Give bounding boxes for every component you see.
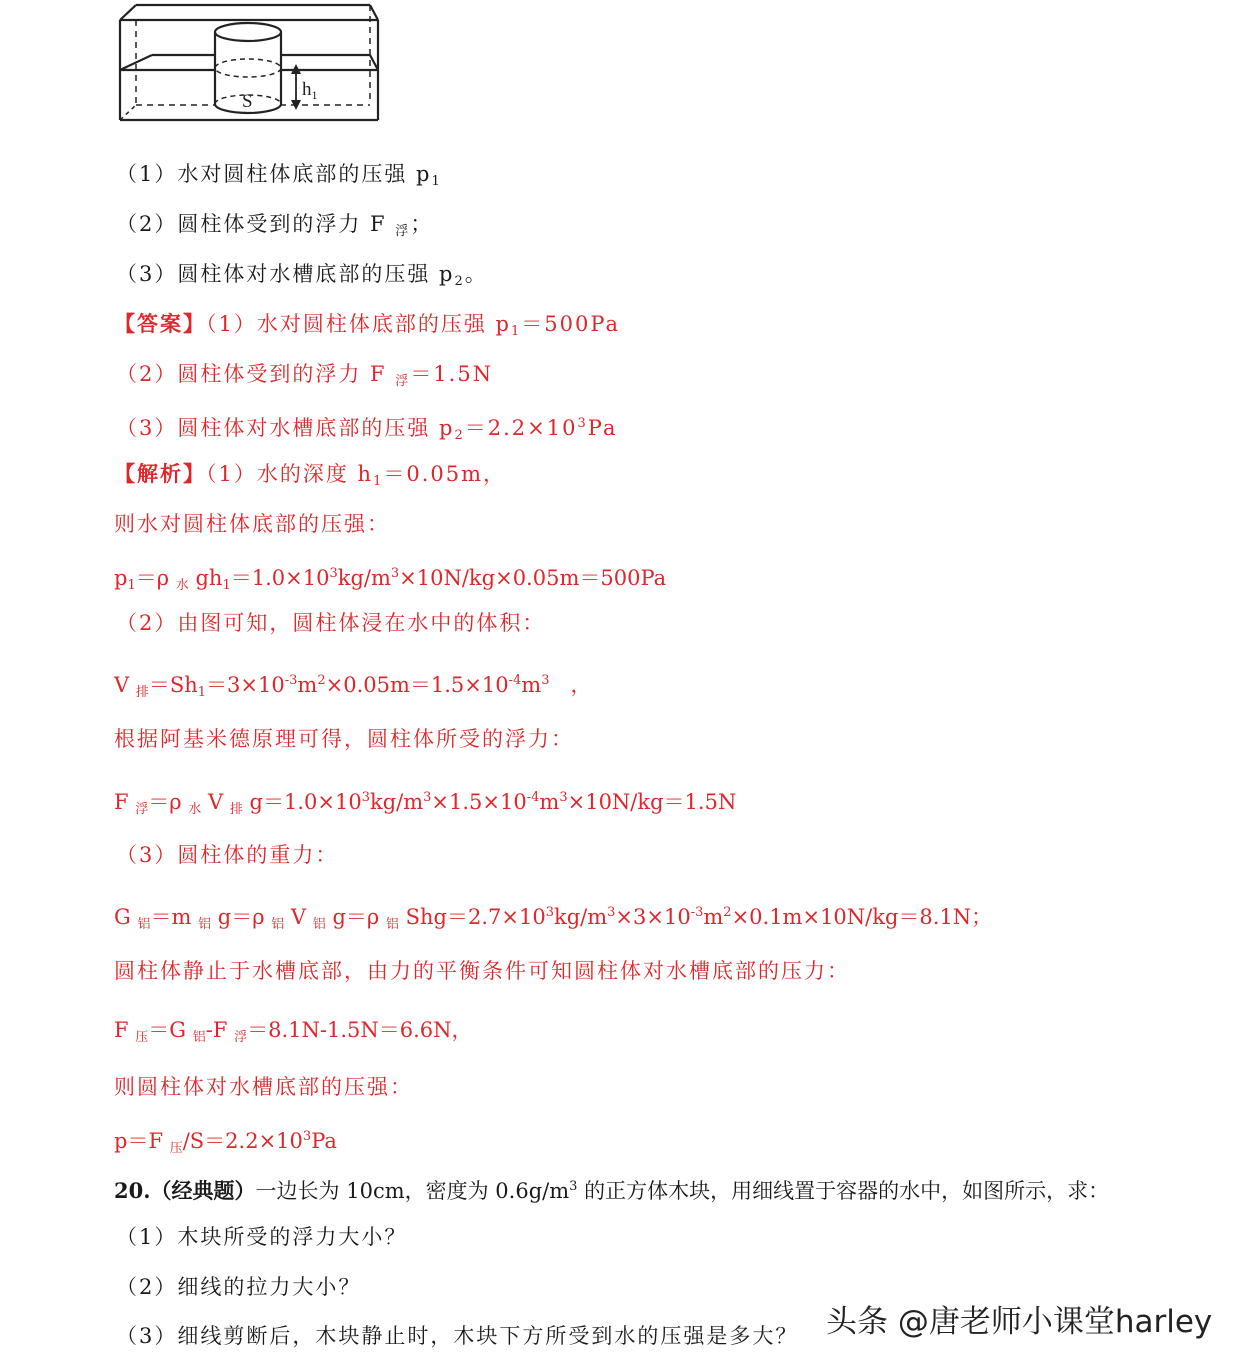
analysis-line-10: 圆柱体静止于水槽底部，由力的平衡条件可知圆柱体对水槽底部的压力： [114,959,850,983]
diagram-label-h1: $h_1$ [302,79,318,102]
analysis-line-5: V $_排=Sh_1=3\times 10^{-3}m^2\times 0.05m=1.5\times 10^{-4}m^3$ ， [114,673,592,700]
analysis-line-2: 则水对圆柱体底部的压强： [114,512,390,536]
question-20-item-3: （3）细线剪断后，木块静止时，木块下方所受到水的压强是多大？ [116,1324,799,1348]
prev-question-2: （2）圆柱体受到的浮力 F $_浮$； [116,212,434,239]
analysis-line-8: （3）圆柱体的重力： [116,843,339,867]
analysis-line-11: F $_压$＝G $_铝$-F $_浮$＝8.1N-1.5N＝6.6N， [114,1018,473,1045]
prev-question-1: （1）水对圆柱体底部的压强 $p_1$ [116,162,442,189]
analysis-line-3: $p_1=\rho$ $_水$ $gh_1=1.0\times 10^3kg/m^3\times 10N/kg\times 0.05m=500Pa$ [114,566,667,593]
watermark: 头条 @唐老师小课堂harley [826,1304,1213,1340]
prev-question-3: （3）圆柱体对水槽底部的压强 $p_2$。 [116,262,488,289]
question-20-item-2: （2）细线的拉力大小？ [116,1275,362,1299]
analysis-line-4: （2）由图可知，圆柱体浸在水中的体积： [116,611,546,635]
analysis-tag: 【解析】 [114,461,206,486]
answer-line-2: （2）圆柱体受到的浮力 F $_浮$＝1.5N [116,362,494,389]
analysis-line-6: 根据阿基米德原理可得，圆柱体所受的浮力： [114,727,574,751]
analysis-line-13: p＝F $_压/S=2.2\times 10^3Pa$ [114,1129,337,1156]
answer-tag: 【答案】 [114,311,206,336]
diagram-label-s: S [242,91,253,112]
tank-cylinder-diagram [110,0,400,130]
analysis-line-9: G $_铝$＝m $_铝$ g＝ρ $_铝$ V $_铝$ g＝ρ $_铝$ $Shg=2.7\times 10^3kg/m^3\times 3\times 10^{-3}m^2\times 0.1m\times 10N/kg=8.1N$； [114,905,993,932]
analysis-line-1: 【解析】（1）水的深度 $h_1=0.05m$， [114,461,507,489]
question-20-stem: 20.（经典题）一边长为 10cm，密度为 $0.6g/m^3$ 的正方体木块，用细线置于容器的水中，如图所示，求： [114,1178,1110,1203]
question-number: 20. [114,1178,151,1203]
question-20-item-1: （1）木块所受的浮力大小？ [116,1225,408,1249]
answer-line-1: 【答案】（1）水对圆柱体底部的压强 $p_1=500Pa$ [114,311,621,339]
analysis-line-12: 则圆柱体对水槽底部的压强： [114,1075,413,1099]
answer-line-3: （3）圆柱体对水槽底部的压强 $p_2=2.2\times 10^3Pa$ [116,416,618,443]
question-tag: （经典题） [150,1178,256,1203]
analysis-line-7: F $_浮$＝ρ $_水$ V $_排$ $g=1.0\times 10^3kg/m^3\times 1.5\times 10^{-4}m^3\times 10N/kg=1.5N$ [114,790,737,817]
